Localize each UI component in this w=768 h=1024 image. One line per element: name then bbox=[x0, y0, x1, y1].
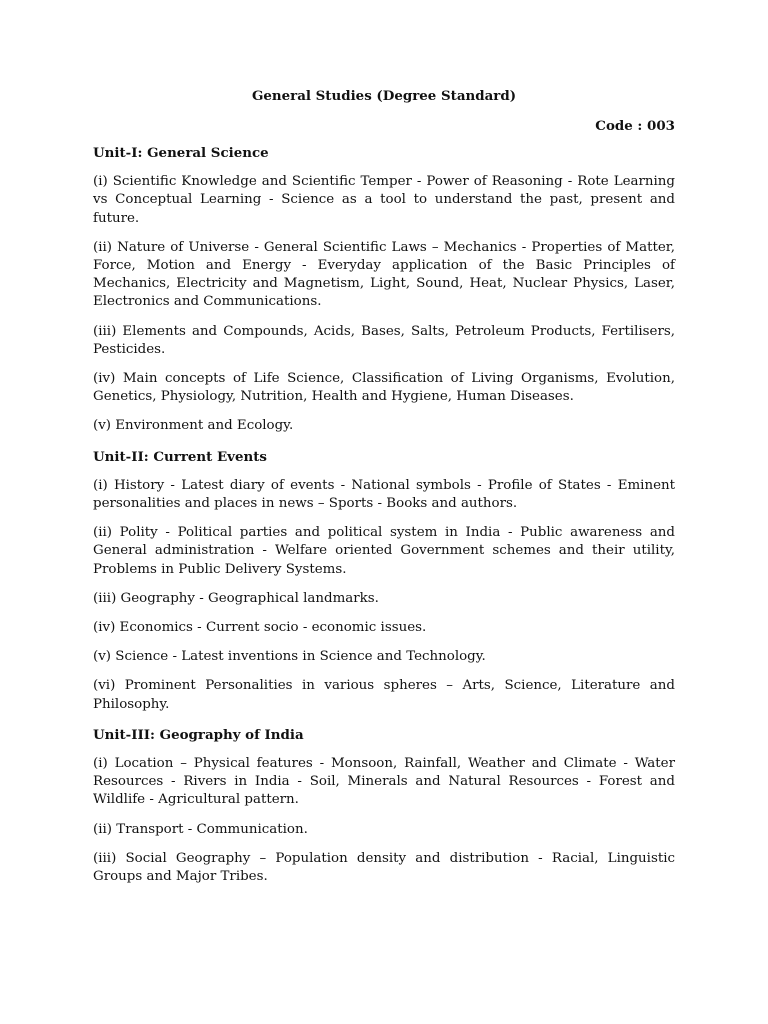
unit-2-item-2: (ii) Polity - Political parties and political system in India - Public awareness and General administration - Welfare oriented Government schemes and their utility, Problems in Public Delivery Systems. bbox=[93, 525, 675, 577]
document-title: General Studies (Degree Standard) bbox=[251, 88, 517, 104]
unit-3-item-3: (iii) Social Geography – Population density and distribution - Racial, Linguistic Groups and Major Tribes. bbox=[93, 850, 675, 885]
paper-code: Code : 003 bbox=[595, 118, 675, 134]
unit-1-item-4: (iv) Main concepts of Life Science, Classification of Living Organisms, Evolution, Genetics, Physiology, Nutrition, Health and Hygiene, Human Diseases. bbox=[93, 371, 675, 405]
unit-2-section bbox=[93, 448, 675, 714]
unit-1-item-1: (i) Scientific Knowledge and Scientific Temper - Power of Reasoning - Rote Learning vs Conceptual Learning - Science as a tool to understand the past, present and future. bbox=[93, 174, 675, 226]
unit-2-item-3: (iii) Geography - Geographical landmarks. bbox=[93, 590, 379, 606]
unit-1-item-5: (v) Environment and Ecology. bbox=[93, 418, 294, 434]
unit-1-item-2: (ii) Nature of Universe - General Scientific Laws – Mechanics - Properties of Matter, Force, Motion and Energy - Everyday application of the Basic Principles of Mechanics, Electricity and Magnetism, Light, Sound, Heat, Nuclear Physics, Laser, Electronics and Communications. bbox=[93, 239, 675, 310]
unit-2-heading: Unit-II: Current Events bbox=[93, 448, 267, 465]
unit-2-item-4: (iv) Economics - Current socio - economic issues. bbox=[93, 620, 427, 636]
unit-2-item-5: (v) Science - Latest inventions in Science and Technology. bbox=[93, 649, 486, 665]
unit-2-item-1: (i) History - Latest diary of events - National symbols - Profile of States - Eminent personalities and places in news – Sports - Books and authors. bbox=[93, 477, 675, 512]
unit-3-item-2: (ii) Transport - Communication. bbox=[93, 821, 308, 837]
unit-3-section bbox=[93, 726, 675, 886]
unit-1-section bbox=[93, 144, 675, 436]
unit-3-heading: Unit-III: Geography of India bbox=[93, 726, 304, 743]
unit-1-item-3: (iii) Elements and Compounds, Acids, Bases, Salts, Petroleum Products, Fertilisers, Pesticides. bbox=[93, 323, 675, 357]
unit-2-item-6: (vi) Prominent Personalities in various spheres – Arts, Science, Literature and Philosophy. bbox=[93, 678, 675, 712]
unit-3-item-1: (i) Location – Physical features - Monsoon, Rainfall, Weather and Climate - Water Resources - Rivers in India - Soil, Minerals and Natural Resources - Forest and Wildlife - Agricultural pattern. bbox=[93, 756, 675, 808]
unit-1-heading: Unit-I: General Science bbox=[93, 145, 269, 161]
document-page bbox=[93, 84, 675, 886]
